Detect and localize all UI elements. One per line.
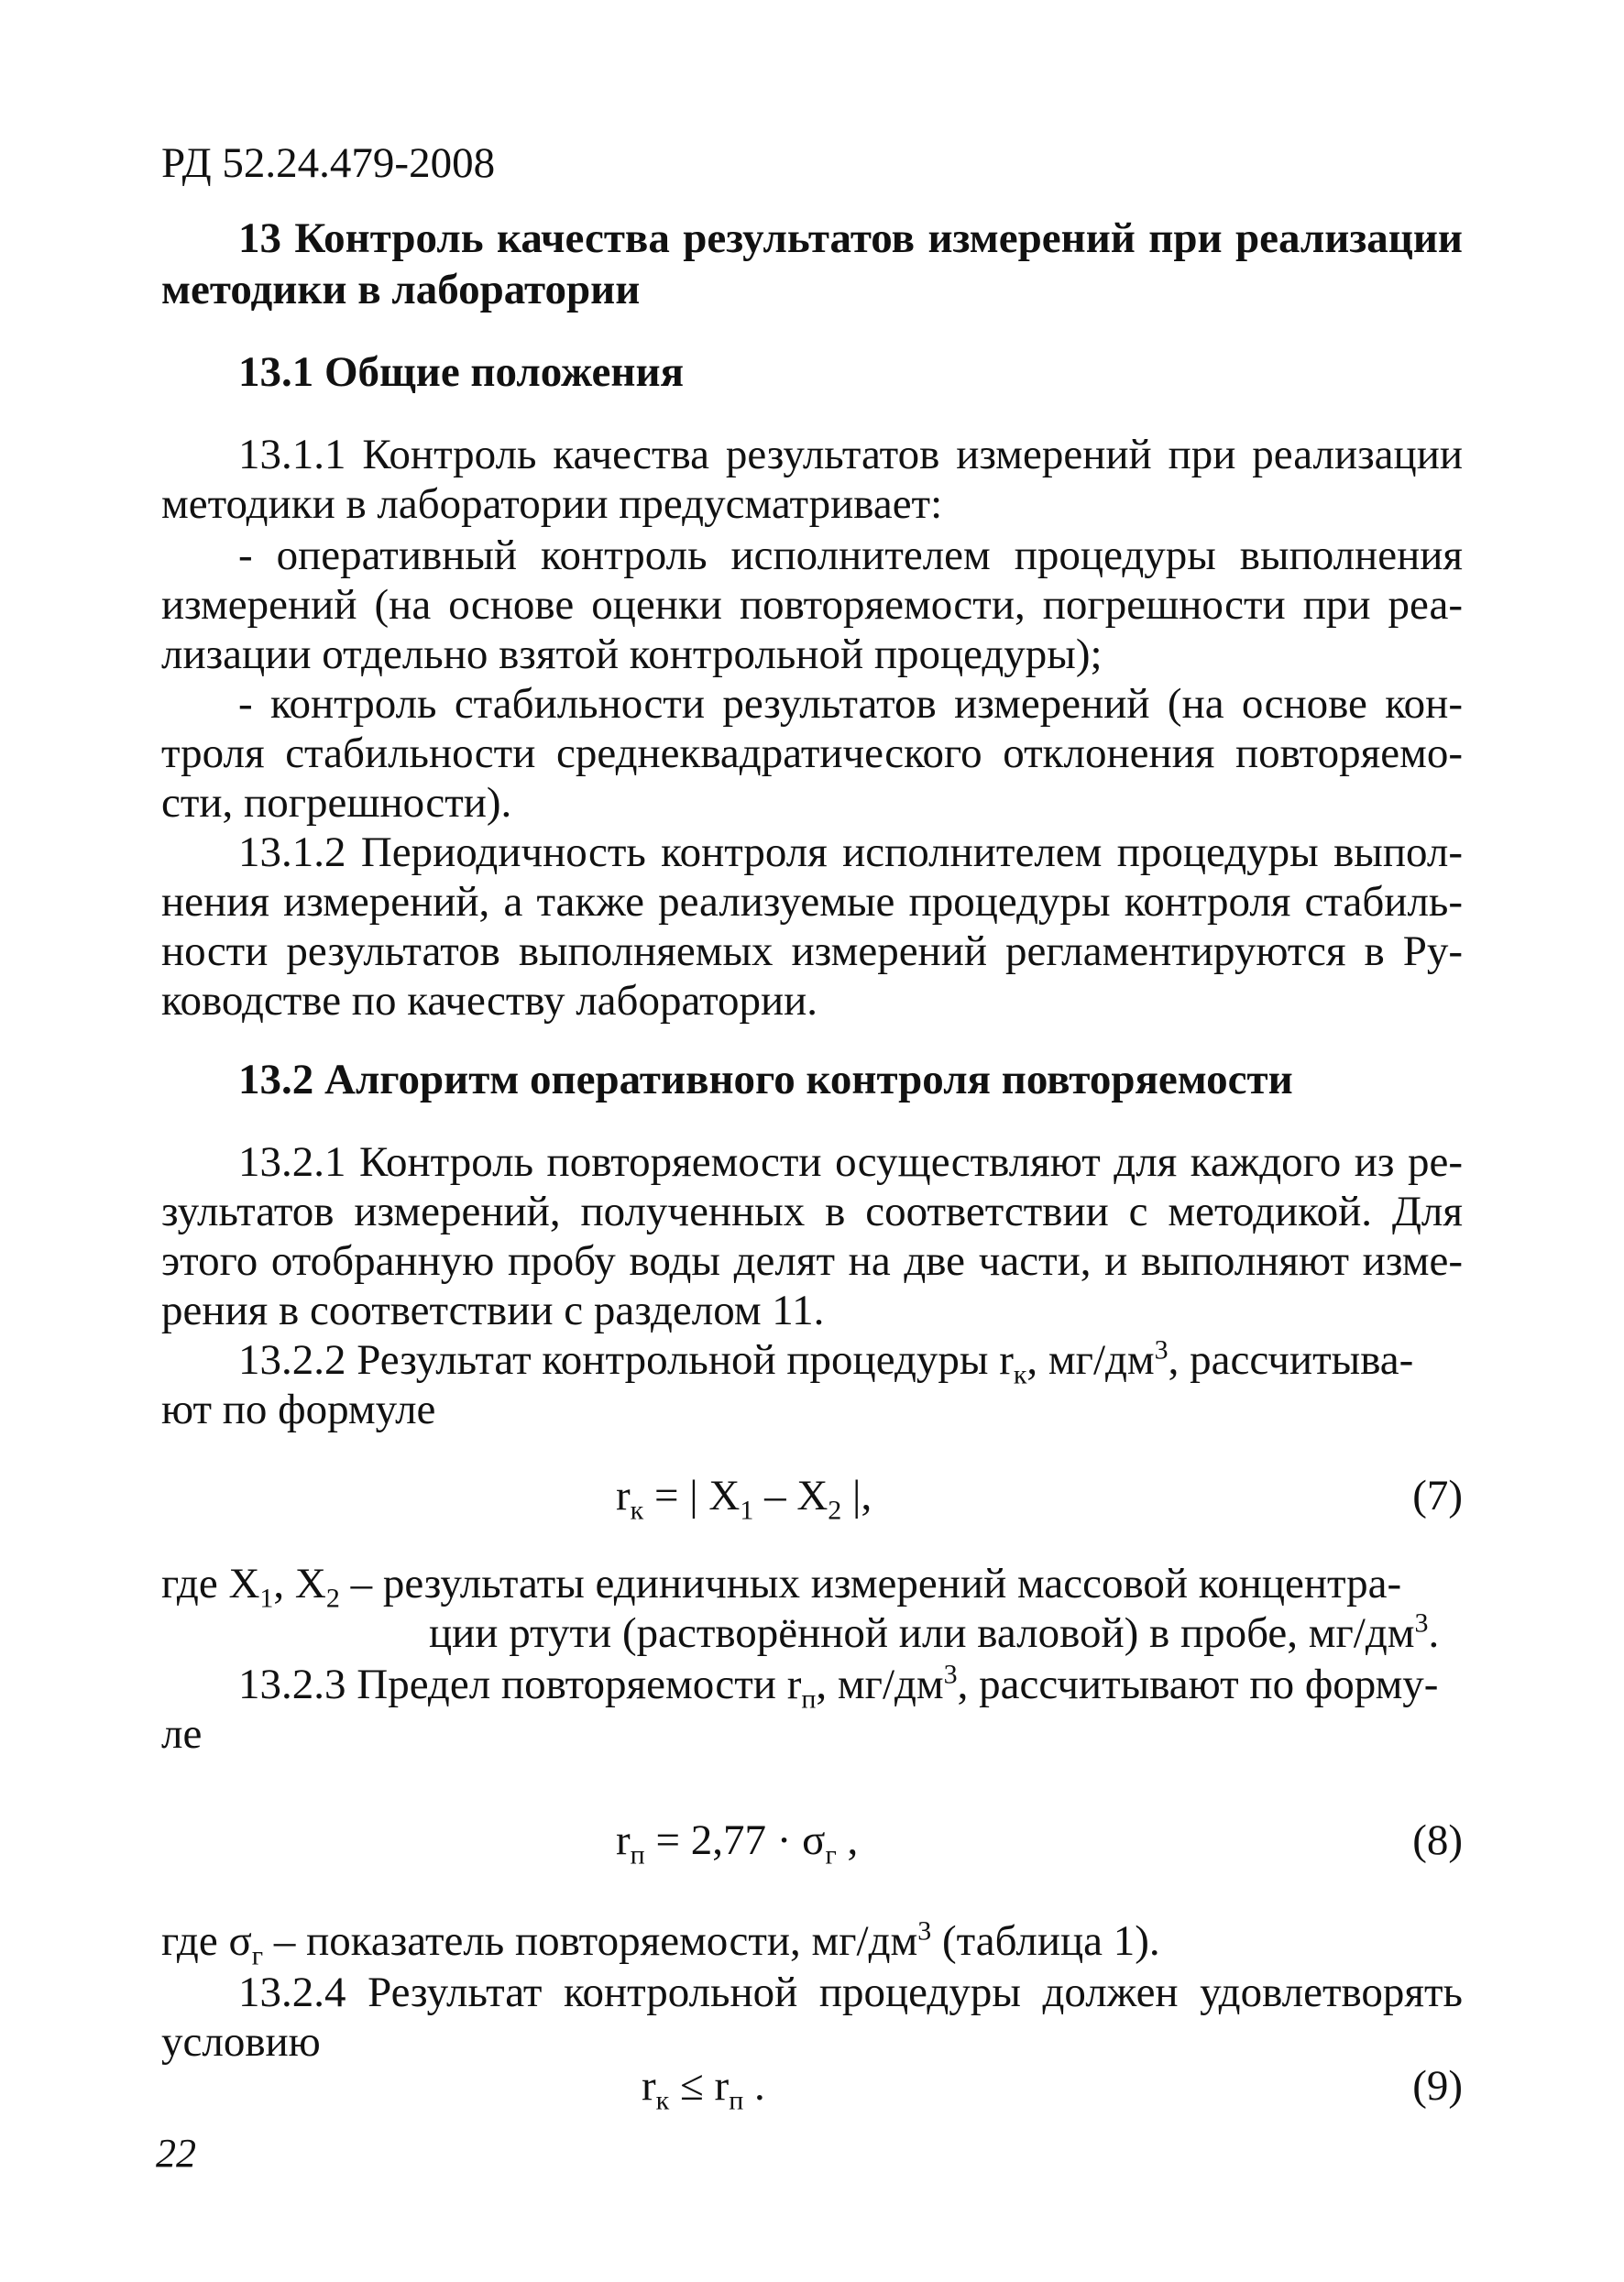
list-item-line: - оперативный контроль исполнителем процедуры выполнения <box>238 532 1463 579</box>
list-item-line: - контроль стабильности результатов измерений (на основе кон- <box>238 680 1463 728</box>
formula-explanation-line: где $X_1$, $X_2$ – результаты единичных измерений массовой концентра- <box>161 1560 1402 1614</box>
formula-9: $r_к \le r_п$ . <box>642 2062 765 2116</box>
paragraph-line: зультатов измерений, полученных в соответствии с методикой. Для <box>161 1188 1463 1235</box>
paragraph-line: этого отобранную пробу воды делят на две части, и выполняют изме- <box>161 1237 1463 1285</box>
paragraph-line: 13.2.1 Контроль повторяемости осуществляют для каждого из ре- <box>238 1138 1463 1186</box>
formula-explanation-line: где $\sigma_г$ – показатель повторяемости, $мг/дм^3$ (таблица 1). <box>161 1915 1160 1971</box>
list-item-line: сти, погрешности). <box>161 779 512 827</box>
formula-7: $r_к$ = | $X_1 - X_2$ |, <box>616 1472 872 1526</box>
equation-number-8: (8) <box>1412 1816 1463 1864</box>
paragraph-line: ют по формуле <box>161 1386 436 1433</box>
paragraph-line: 13.1.1 Контроль качества результатов измерений при реализации <box>238 431 1463 478</box>
paragraph-line: нения измерений, а также реализуемые процедуры контроля стабиль- <box>161 878 1463 926</box>
subsection-title-13-2: 13.2 Алгоритм оперативного контроля повторяемости <box>238 1056 1293 1103</box>
formula-8: $r_п = 2,77 \cdot \sigma_г$ , <box>616 1816 859 1871</box>
paragraph-line: 13.2.4 Результат контрольной процедуры должен удовлетворять <box>238 1969 1463 2016</box>
section-title-line-2: методики в лаборатории <box>161 266 641 313</box>
equation-number-7: (7) <box>1412 1472 1463 1520</box>
list-item-line: троля стабильности среднеквадратического отклонения повторяемо- <box>161 730 1463 777</box>
equation-number-9: (9) <box>1412 2062 1463 2110</box>
list-item-line: лизации отдельно взятой контрольной процедуры); <box>161 631 1103 678</box>
formula-explanation-line: ции ртути (растворённой или валовой) в пробе, $мг/дм^3$. <box>429 1607 1440 1657</box>
paragraph-line: 13.1.2 Периодичность контроля исполнителем процедуры выпол- <box>238 828 1463 876</box>
document-code: РД 52.24.479-2008 <box>161 139 496 187</box>
subsection-title-13-1: 13.1 Общие положения <box>238 348 684 396</box>
page-number: 22 <box>156 2131 196 2176</box>
paragraph-line-with-notation: 13.2.3 Предел повторяемости $r_п$, $мг/дм^3$, рассчитывают по форму- <box>238 1659 1439 1715</box>
paragraph-line: ководстве по качеству лаборатории. <box>161 977 818 1025</box>
section-title-line-1: 13 Контроль качества результатов измерений при реализации <box>238 214 1463 262</box>
paragraph-line: методики в лаборатории предусматривает: <box>161 480 943 528</box>
paragraph-line: рения в соответствии с разделом 11. <box>161 1287 825 1334</box>
paragraph-line-with-notation: 13.2.2 Результат контрольной процедуры $r_к$, $мг/дм^3$, рассчитыва- <box>238 1334 1414 1390</box>
paragraph-line: условию <box>161 2018 321 2066</box>
list-item-line: измерений (на основе оценки повторяемости, погрешности при реа- <box>161 581 1463 629</box>
paragraph-line: ности результатов выполняемых измерений регламентируются в Ру- <box>161 927 1463 975</box>
paragraph-line: ле <box>161 1710 203 1758</box>
